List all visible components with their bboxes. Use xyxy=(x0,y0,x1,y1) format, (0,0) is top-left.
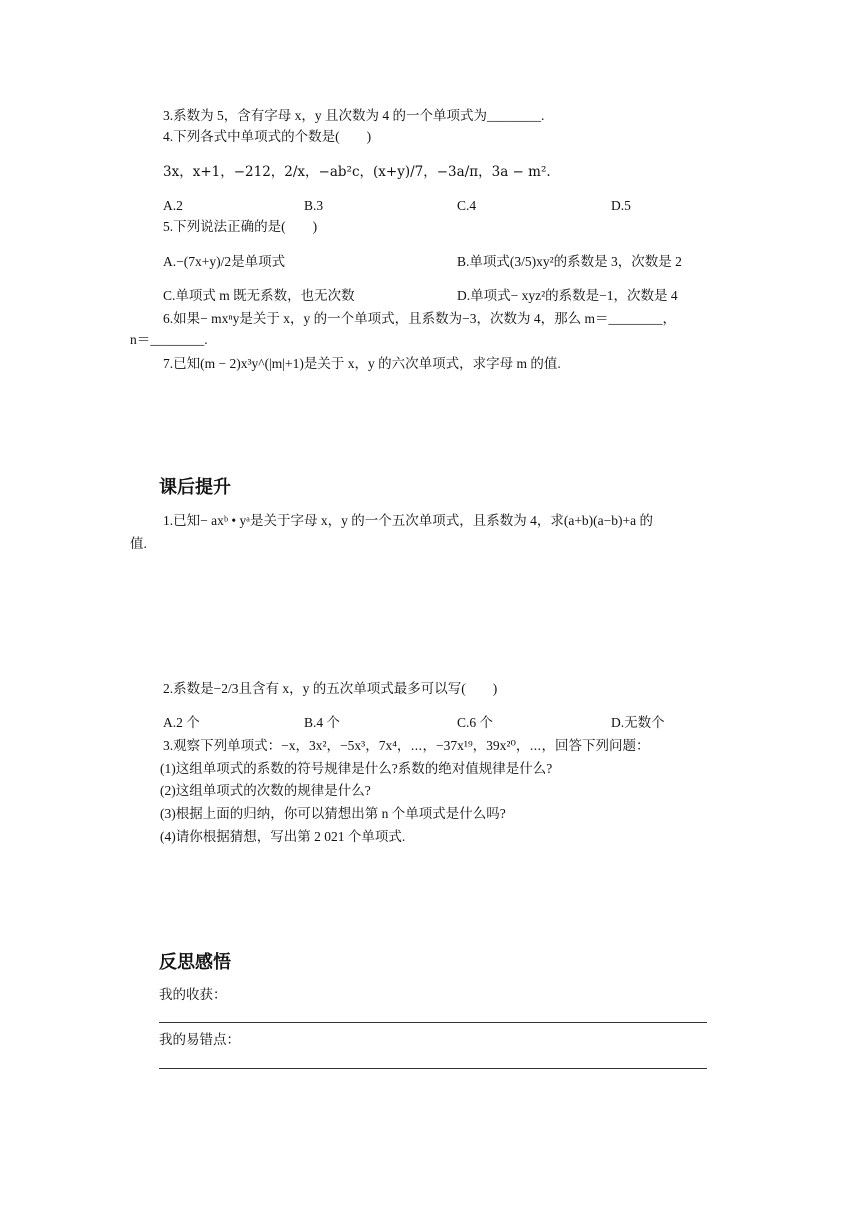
p2-option-c: C.6 个 xyxy=(457,715,494,730)
section-title-after-class: 课后提升 xyxy=(159,477,231,498)
p2-option-b: B.4 个 xyxy=(304,715,341,730)
q4-option-b: B.3 xyxy=(304,198,324,213)
question-4-expressions: 3x，x+1，−212，2/x，−ab²c，(x+y)/7，−3a/π，3a − m². xyxy=(163,164,551,180)
section-title-reflection: 反思感悟 xyxy=(159,952,231,973)
problem-3-part-3: (3)根据上面的归纳，你可以猜想出第 n 个单项式是什么吗? xyxy=(160,806,506,821)
question-6-line-1: 6.如果− mxⁿy是关于 x，y 的一个单项式，且系数为−3，次数为 4，那么 m＝________， xyxy=(163,311,676,326)
problem-3: 3.观察下列单项式：−x，3x²，−5x³，7x⁴，⋯，−37x¹⁹，39x²⁰，⋯，回答下列问题： xyxy=(163,738,650,753)
question-5: 5.下列说法正确的是( ) xyxy=(163,219,318,234)
problem-3-part-2: (2)这组单项式的次数的规律是什么? xyxy=(160,783,371,798)
p2-option-d: D.无数个 xyxy=(611,715,665,730)
mistakes-label: 我的易错点： xyxy=(159,1032,240,1047)
q5-option-b: B.单项式(3/5)xy²的系数是 3，次数是 2 xyxy=(457,254,682,269)
q5-option-a: A.−(7x+y)/2是单项式 xyxy=(163,254,286,269)
problem-1-line-2: 值. xyxy=(130,536,147,551)
q4-option-c: C.4 xyxy=(457,198,477,213)
question-7: 7.已知(m − 2)x³y^(|m|+1)是关于 x，y 的六次单项式，求字母 m 的值. xyxy=(163,356,561,371)
gain-answer-line xyxy=(159,1022,707,1023)
q5-option-d: D.单项式− xyz²的系数是−1，次数是 4 xyxy=(457,288,678,303)
question-3: 3.系数为 5，含有字母 x，y 且次数为 4 的一个单项式为________. xyxy=(163,108,545,123)
question-6-line-2: n＝________. xyxy=(130,332,208,347)
gain-label: 我的收获： xyxy=(159,987,227,1002)
question-4: 4.下列各式中单项式的个数是( ) xyxy=(163,129,372,144)
q4-option-d: D.5 xyxy=(611,198,631,213)
problem-2: 2.系数是−2/3且含有 x，y 的五次单项式最多可以写( ) xyxy=(163,681,498,696)
problem-3-part-4: (4)请你根据猜想，写出第 2 021 个单项式. xyxy=(160,829,406,844)
problem-1-line-1: 1.已知− axᵇ • yᵃ是关于字母 x，y 的一个五次单项式，且系数为 4，求(a+b)(a−b)+a 的 xyxy=(163,513,654,528)
p2-option-a: A.2 个 xyxy=(163,715,200,730)
mistakes-answer-line xyxy=(159,1068,707,1069)
q5-option-c: C.单项式 m 既无系数，也无次数 xyxy=(163,288,355,303)
problem-3-part-1: (1)这组单项式的系数的符号规律是什么?系数的绝对值规律是什么? xyxy=(160,761,553,776)
q4-option-a: A.2 xyxy=(163,198,183,213)
